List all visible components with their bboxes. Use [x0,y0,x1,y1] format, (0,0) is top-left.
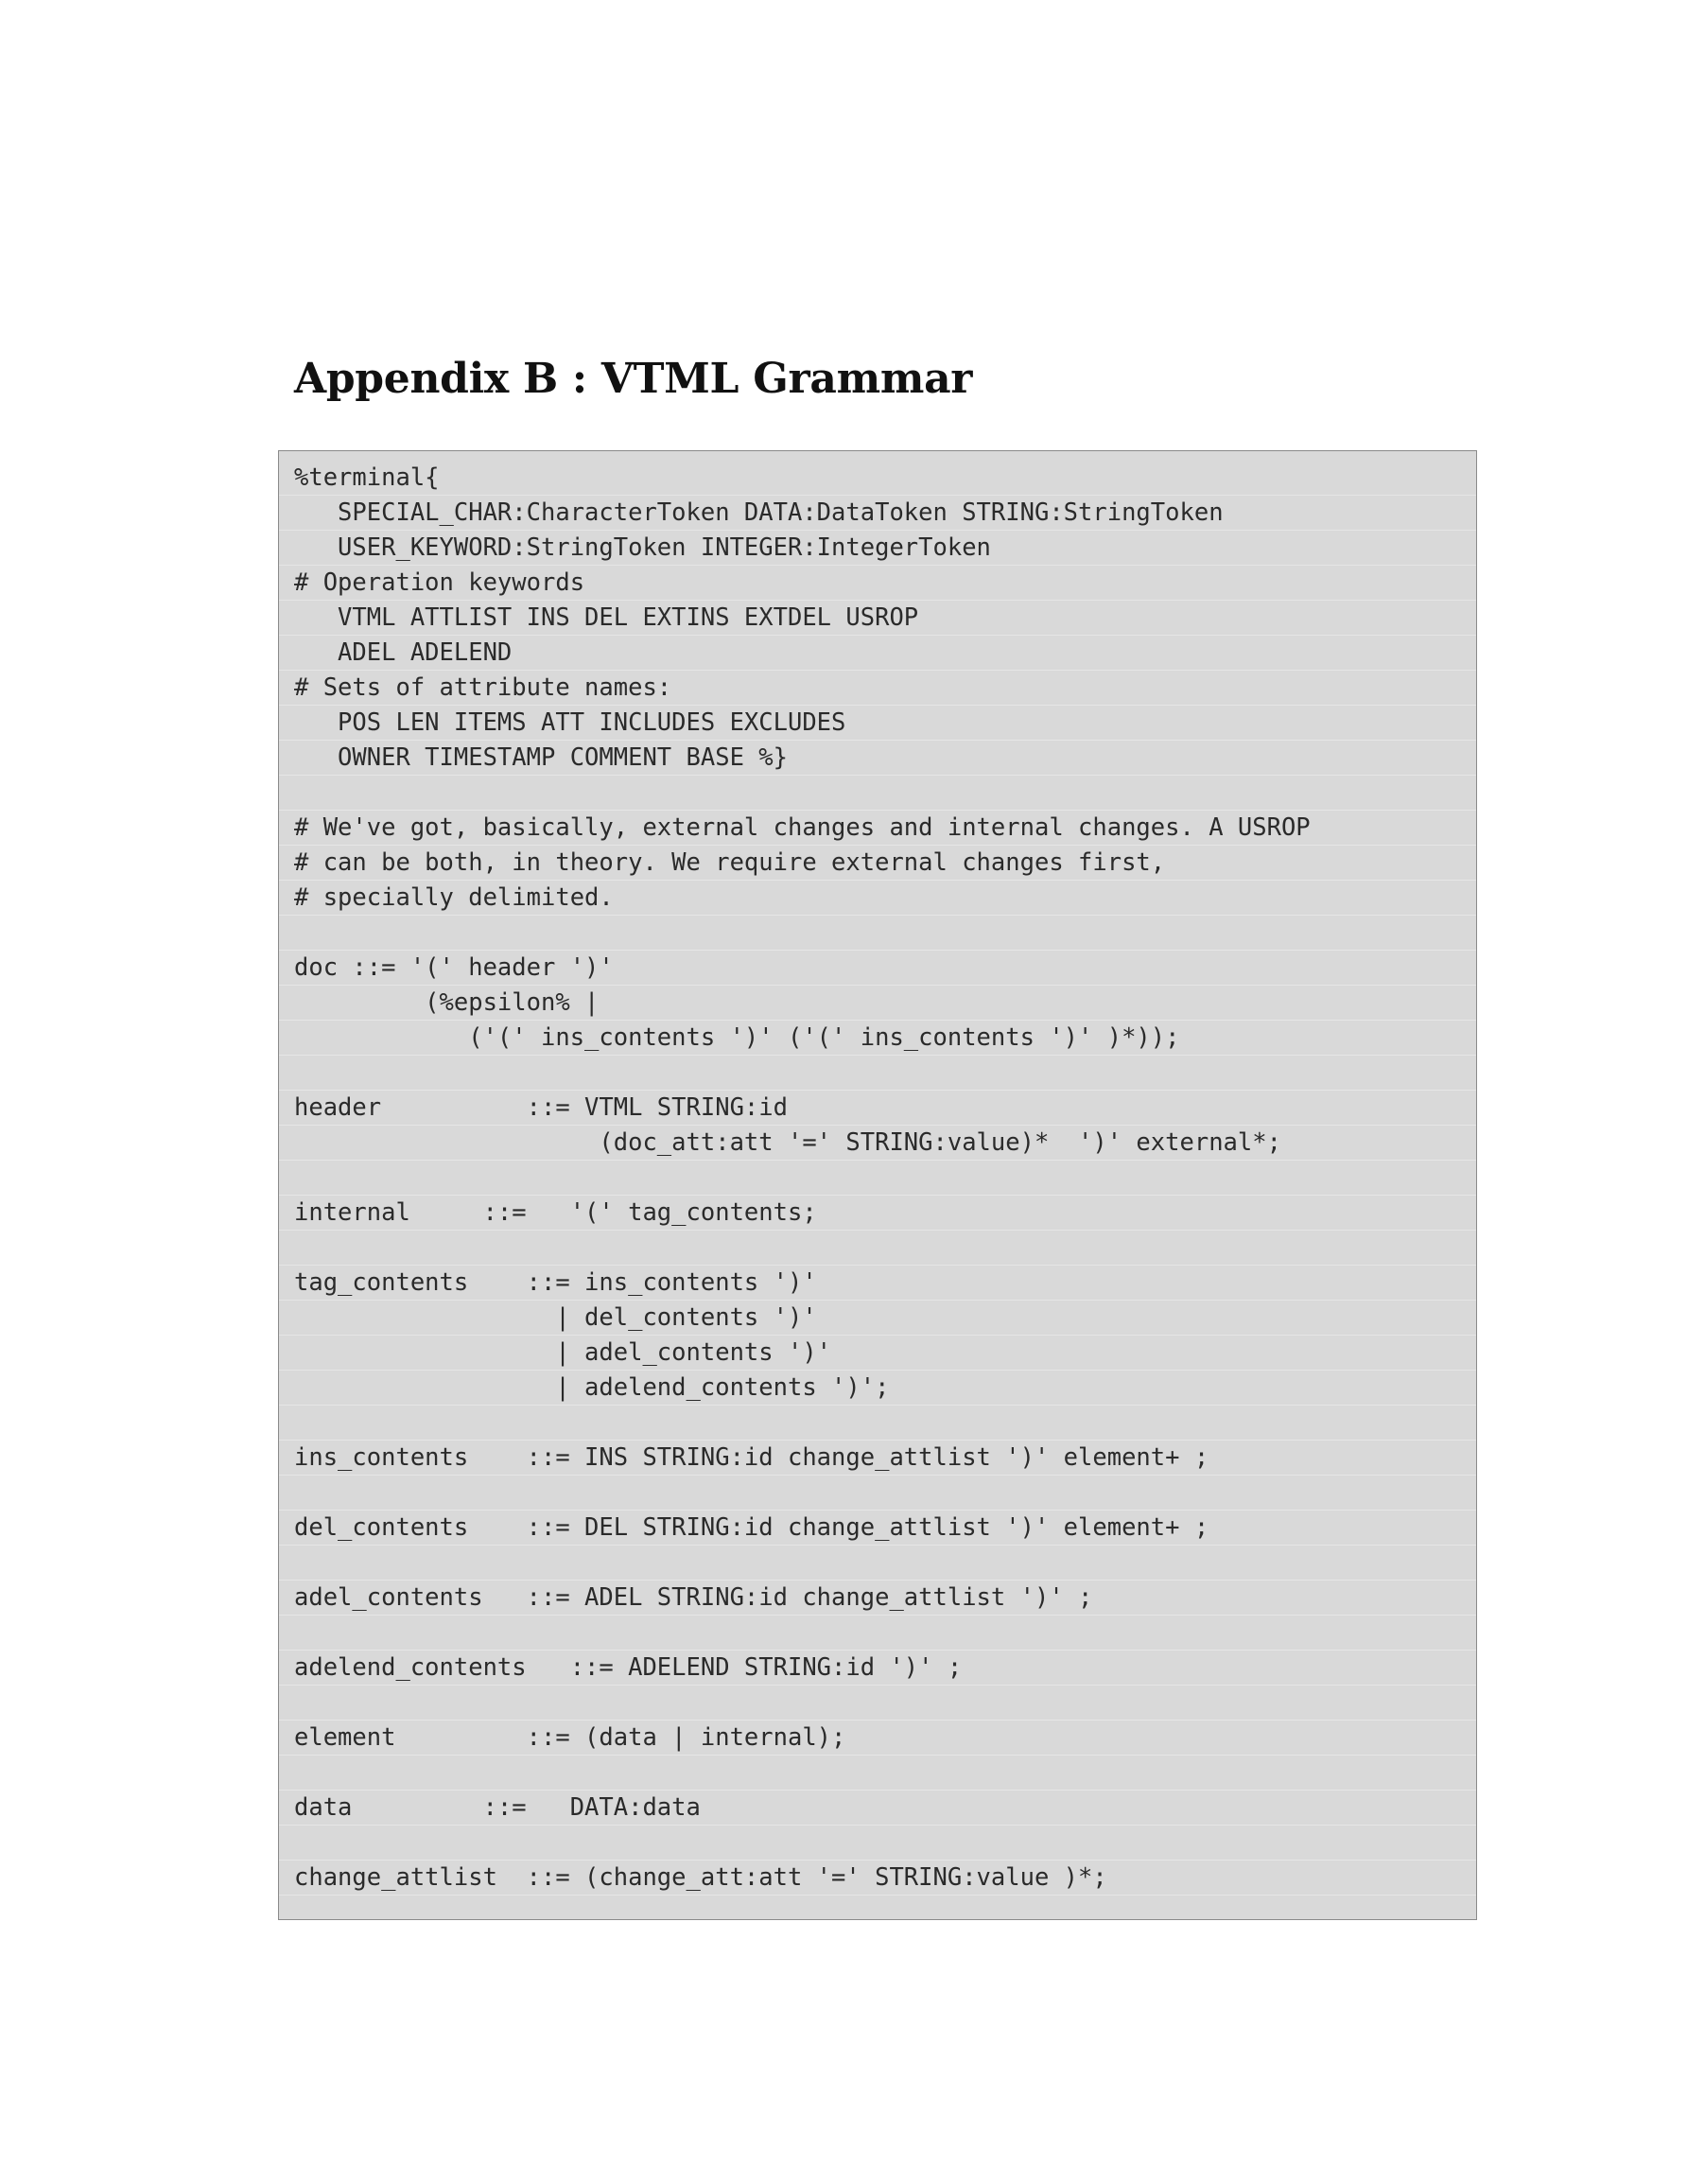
code-line: (doc_att:att '=' STRING:value)* ')' external*; [279,1126,1476,1161]
code-line: # Operation keywords [279,566,1476,601]
code-line [279,1476,1476,1511]
code-line [279,1826,1476,1861]
code-line: adelend_contents ::= ADELEND STRING:id ')' ; [279,1651,1476,1686]
code-line: (%epsilon% | [279,986,1476,1021]
code-line [279,1546,1476,1581]
code-line: del_contents ::= DEL STRING:id change_attlist ')' element+ ; [279,1511,1476,1546]
code-line: ('(' ins_contents ')' ('(' ins_contents ')' )*)); [279,1021,1476,1056]
code-line: adel_contents ::= ADEL STRING:id change_attlist ')' ; [279,1581,1476,1616]
code-line: tag_contents ::= ins_contents ')' [279,1266,1476,1301]
code-line: | del_contents ')' [279,1301,1476,1336]
code-line [279,1406,1476,1441]
code-line [279,916,1476,951]
code-line: # can be both, in theory. We require external changes first, [279,846,1476,881]
code-line: element ::= (data | internal); [279,1721,1476,1756]
code-line: OWNER TIMESTAMP COMMENT BASE %} [279,741,1476,776]
code-line: POS LEN ITEMS ATT INCLUDES EXCLUDES [279,706,1476,741]
code-line: header ::= VTML STRING:id [279,1091,1476,1126]
code-line: change_attlist ::= (change_att:att '=' STRING:value )*; [279,1861,1476,1896]
code-line: data ::= DATA:data [279,1791,1476,1826]
code-line: | adelend_contents ')'; [279,1371,1476,1406]
code-line [279,1056,1476,1091]
code-line: %terminal{ [279,461,1476,496]
code-line: VTML ATTLIST INS DEL EXTINS EXTDEL USROP [279,601,1476,636]
code-line: # We've got, basically, external changes and internal changes. A USROP [279,811,1476,846]
appendix-heading: Appendix B : VTML Grammar [294,355,973,403]
code-line [279,1161,1476,1196]
code-line: # specially delimited. [279,881,1476,916]
code-line [279,1231,1476,1266]
code-line: internal ::= '(' tag_contents; [279,1196,1476,1231]
code-line: doc ::= '(' header ')' [279,951,1476,986]
code-line: | adel_contents ')' [279,1336,1476,1371]
code-line: ADEL ADELEND [279,636,1476,671]
code-line: # Sets of attribute names: [279,671,1476,706]
code-line [279,776,1476,811]
code-line: ins_contents ::= INS STRING:id change_attlist ')' element+ ; [279,1441,1476,1476]
grammar-code-listing [278,450,1477,1920]
code-line: USER_KEYWORD:StringToken INTEGER:IntegerToken [279,531,1476,566]
code-line [279,1756,1476,1791]
code-line [279,1616,1476,1651]
code-line: SPECIAL_CHAR:CharacterToken DATA:DataToken STRING:StringToken [279,496,1476,531]
code-line [279,1686,1476,1721]
